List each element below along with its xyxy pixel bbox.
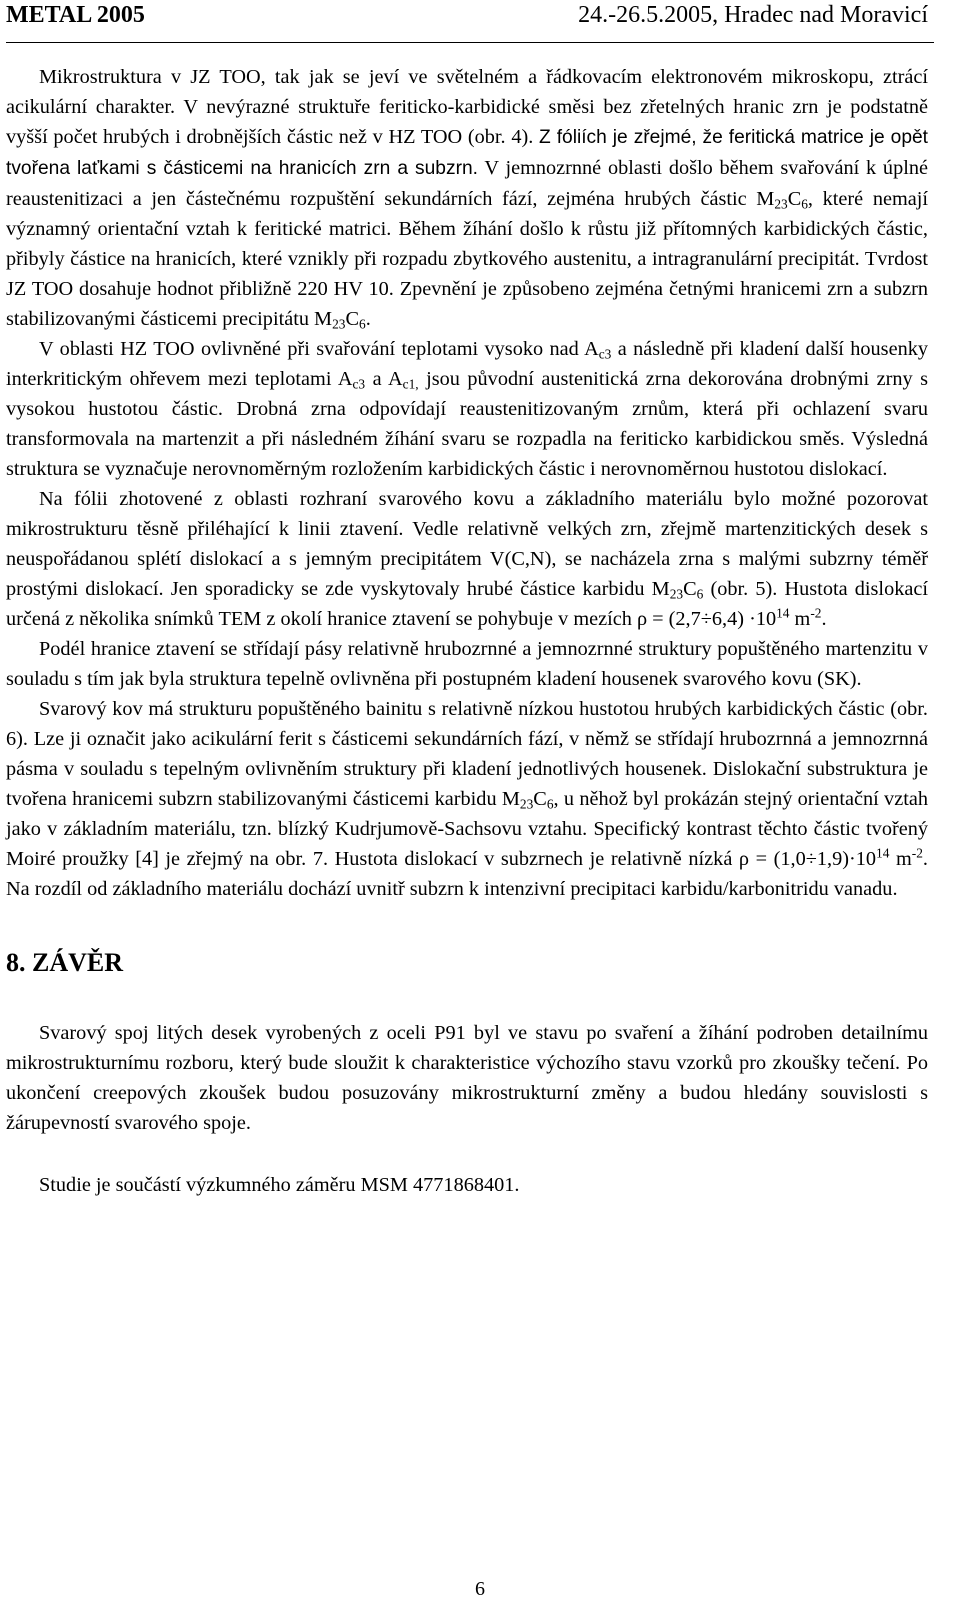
paragraph-fusion-bands: Podél hranice ztavení se střídají pásy relativně hrubozrnné a jemnozrnné struktury popuštěného martenzitu v souladu s tím jak byla struktura tepelně ovlivněna při postupném kladení housenek svarového kovu (SK). — [6, 638, 928, 690]
paragraph-hz-too: V oblasti HZ TOO ovlivněné při svařování teplotami vysoko nad $A_{c3}$ a následně při kladení další housenky interkritickým ohřevem mezi teplotami $A_{c3}$ a $A_{c1,}$ jsou původní austenitická zrna dekorována drobnými zrny s vysokou hustotou částic. Drobná zrna odpovídají reaustenitizovaným zrnům, která při ochlazení svaru transformovala na martenzit a při následném žíhání svaru se rozpadla na feriticko karbidickou směs. Výsledná struktura se vyznačuje nerovnoměrným rozložením karbidických částic i nerovnoměrnou hustotou dislokací. — [6, 338, 928, 480]
conference-name: METAL 2005 — [6, 2, 145, 28]
section-spacer — [6, 980, 928, 1018]
section-heading-conclusion: 8. ZÁVĚR — [6, 948, 124, 977]
conference-dates-location: 24.-26.5.2005, Hradec nad Moravicí — [578, 2, 928, 28]
page-header — [6, 0, 934, 43]
paragraph-jz-too: Mikrostruktura v JZ TOO, tak jak se jeví ve světelném a řádkovacím elektronovém mikroskopu, ztrácí acikulární charakter. V nevýrazné struktuře feriticko-karbidické směsi bez zřetelných hranic zrn je podstatně vyšší počet hrubých i drobnějších částic než v HZ TOO (obr. 4). Z fóliích je zřejmé, že feritická matrice je opět tvořena laťkami s částicemi na hranicích zrn a subzrn. V jemnozrnné oblasti došlo během svařování k úplné reaustenitizaci a jen částečnému rozpuštění sekundárních fází, zejména hrubých částic $M_{23}C_6$, které nemají významný orientační vztah k feritické matrici. Během žíhání došlo k růstu již přítomných karbidických částic, přibyly částice na hranicích, které vznikly při rozpadu zbytkového austenitu, a intragranulární precipitát. Tvrdost JZ TOO dosahuje hodnot přibližně 220 HV 10. Zpevnění je způsobeno zejména četnými hranicemi zrn a subzrn stabilizovanými částicemi precipitátu $M_{23}C_6$. — [6, 66, 929, 332]
paragraph-fusion-boundary: Na fólii zhotovené z oblasti rozhraní svarového kovu a základního materiálu bylo možné pozorovat mikrostrukturu těsně přiléhající k linii ztavení. Vedle relativně velkých zrn, zřejmě martenzitických desek s neuspořádanou splétí dislokací a s jemným precipitátem V(C,N), se nacházela zrna s malými subzrny téměř prostými dislokací. Jen sporadicky se zde vyskytovaly hrubé částice karbidu $M_{23}C_6$ (obr. 5). Hustota dislokací určená z několika snímků TEM z okolí hranice ztavení se pohybuje v mezích $\rho = (2,7\div 6,4) \cdot 10^{14}$ $m^{-2}$. — [6, 488, 928, 630]
paragraph-study-note: Studie je součástí výzkumného záměru MSM 4771868401. — [39, 1174, 520, 1196]
sans-sentence: Z fóliích je zřejmé, že feritická matrice je opět tvořena laťkami s částicemi na hranicích zrn a subzrn. — [6, 127, 928, 179]
paragraph-weld-metal: Svarový kov má strukturu popuštěného bainitu s relativně nízkou hustotou hrubých karbidických částic (obr. 6). Lze ji označit jako acikulární ferit s částicemi sekundárních fází, v němž se střídají hrubozrnná a jemnozrnná pásma v souladu s tepelným ovlivněním struktury při kladení jednotlivých housenek. Dislokační substruktura je tvořena hranicemi subzrn stabilizovanými částicemi karbidu $M_{23}C_6$, u něhož byl prokázán stejný orientační vztah jako v základním materiálu, tzn. blízký Kudrjumově-Sachsovu vztahu. Specifický kontrast těchto částic tvořený Moiré proužky [4] je zřejmý na obr. 7. Hustota dislokací v subzrnech je relativně nízká $\rho = (1,0\div 1,9)\cdot 10^{14}$ $m^{-2}$. Na rozdíl od základního materiálu dochází uvnitř subzrn k intenzivní precipitaci karbidu/karbonitridu vanadu. — [6, 698, 928, 900]
paragraph-conclusion: Svarový spoj litých desek vyrobených z oceli P91 byl ve stavu po svaření a žíhání podroben detailnímu mikrostrukturnímu rozboru, který bude sloužit k charakteristice výchozího stavu vzorků pro zkoušky tečení. Po ukončení creepových zkoušek budou posuzovány mikrostrukturní změny a budou hledány souvislosti s žárupevností svarového spoje. — [6, 1022, 928, 1134]
document-body — [6, 62, 928, 1200]
page-number: 6 — [475, 1578, 485, 1600]
